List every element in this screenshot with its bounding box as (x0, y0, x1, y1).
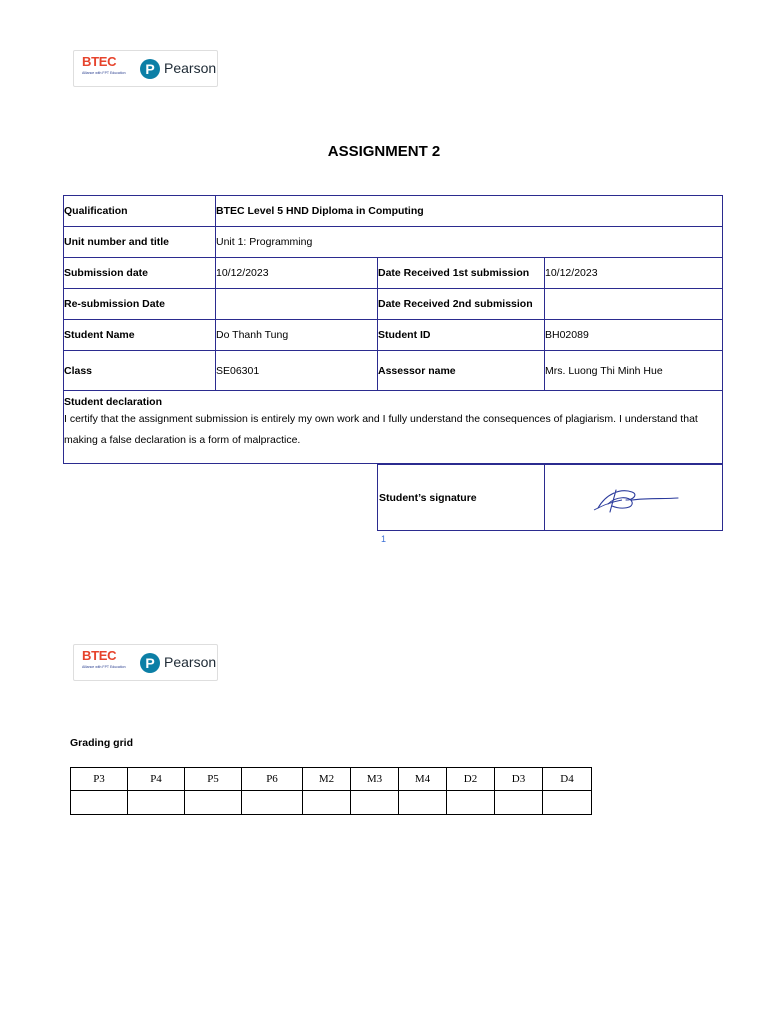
signature-cell (545, 465, 723, 531)
resubmission-date-label: Re-submission Date (64, 289, 216, 320)
submission-date-label: Submission date (64, 258, 216, 289)
grade-header: M4 (399, 768, 447, 791)
btec-logo-text: BTEC (82, 648, 117, 663)
btec-logo-tagline: Alliance with FPT Education (82, 71, 126, 75)
grade-cell (351, 791, 399, 815)
declaration-text: I certify that the assignment submission is entirely my own work and I fully understand the consequences of plagiarism. I understand that making a false declaration is a form of malpractice. (64, 413, 698, 446)
class-label: Class (64, 351, 216, 391)
page-number: 1 (381, 534, 387, 544)
signature-table (377, 464, 723, 531)
grade-header: D2 (447, 768, 495, 791)
submission-date-value: 10/12/2023 (216, 258, 378, 289)
btec-logo-text: BTEC (82, 54, 117, 69)
grade-header: M3 (351, 768, 399, 791)
pearson-logo-text: Pearson (164, 654, 217, 670)
signature-label: Student’s signature (378, 465, 545, 531)
grade-header: P5 (185, 768, 242, 791)
grade-cell (543, 791, 592, 815)
pearson-logo-icon: P (140, 59, 160, 79)
date-received-1-label: Date Received 1st submission (378, 258, 545, 289)
header-logo-2 (73, 644, 218, 681)
grade-header: P3 (71, 768, 128, 791)
grade-cell (399, 791, 447, 815)
date-received-2-value (545, 289, 723, 320)
grade-header: P6 (242, 768, 303, 791)
assessor-label: Assessor name (378, 351, 545, 391)
qualification-label: Qualification (64, 196, 216, 227)
grade-header: M2 (303, 768, 351, 791)
unit-value: Unit 1: Programming (216, 227, 723, 258)
resubmission-date-value (216, 289, 378, 320)
student-name-label: Student Name (64, 320, 216, 351)
student-id-value: BH02089 (545, 320, 723, 351)
date-received-1-value: 10/12/2023 (545, 258, 723, 289)
pearson-logo-text: Pearson (164, 60, 217, 76)
pearson-logo-icon: P (140, 653, 160, 673)
grade-cell (71, 791, 128, 815)
grading-grid-label: Grading grid (70, 737, 133, 749)
grade-cell (185, 791, 242, 815)
qualification-value: BTEC Level 5 HND Diploma in Computing (216, 196, 723, 227)
class-value: SE06301 (216, 351, 378, 391)
header-logo-1 (73, 50, 218, 87)
assessor-value: Mrs. Luong Thi Minh Hue (545, 351, 723, 391)
grade-cell (242, 791, 303, 815)
grade-header: D4 (543, 768, 592, 791)
cover-info-table (63, 195, 723, 464)
date-received-2-label: Date Received 2nd submission (378, 289, 545, 320)
grade-cell (128, 791, 185, 815)
document-title: ASSIGNMENT 2 (327, 143, 441, 160)
student-name-value: Do Thanh Tung (216, 320, 378, 351)
grading-grid-table (70, 767, 592, 815)
grade-header: D3 (495, 768, 543, 791)
grade-cell (495, 791, 543, 815)
declaration-title: Student declaration (64, 396, 163, 408)
btec-logo-tagline: Alliance with FPT Education (82, 665, 126, 669)
unit-label: Unit number and title (64, 227, 216, 258)
signature-image (546, 466, 722, 526)
declaration-cell (64, 391, 723, 464)
grade-cell (447, 791, 495, 815)
grade-cell (303, 791, 351, 815)
grade-header: P4 (128, 768, 185, 791)
student-id-label: Student ID (378, 320, 545, 351)
